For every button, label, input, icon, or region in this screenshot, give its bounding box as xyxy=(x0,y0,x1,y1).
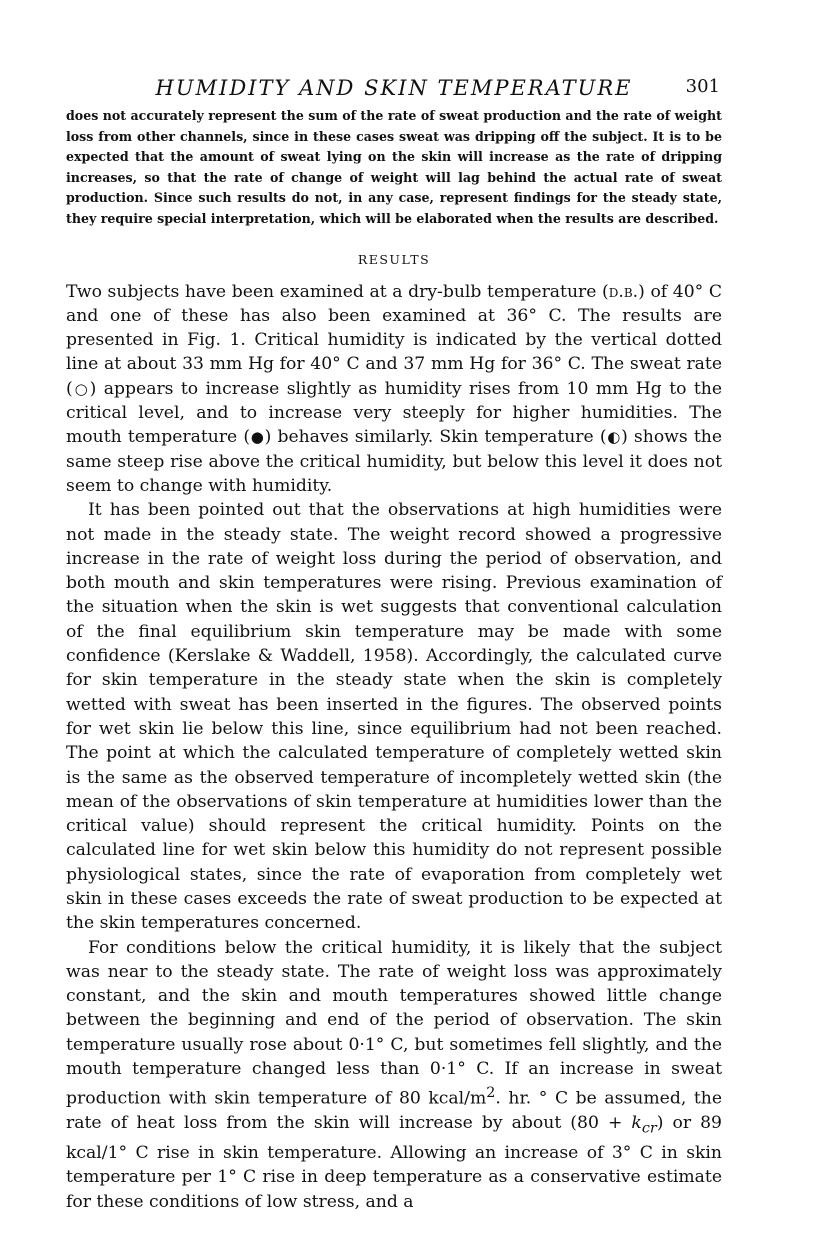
open-circle-symbol: ○ xyxy=(72,379,90,398)
running-title: HUMIDITY AND SKIN TEMPERATURE xyxy=(155,76,633,100)
p1-text-3: ) appears to increase slightly as humidity rises from 10 mm Hg to the critical level, and to increase very steeply for higher humidities. The mouth temperature ( xyxy=(66,378,722,448)
p1-text-2: ) of 40° C and one of these has also been examined at 36° C. The results are presented in Fig. 1. Critical humidity is indicated by the vertical dotted line at about 33 mm Hg for 40° C and 37 mm Hg for 36° C. The sweat rate ( xyxy=(66,281,722,399)
k-variable: k xyxy=(631,1113,642,1134)
page-header xyxy=(66,70,722,104)
results-paragraph-2: It has been pointed out that the observations at high humidities were not made in the steady state. The weight record showed a progressive increase in the rate of weight loss during the period of observation, and both mouth and skin temperatures were rising. Previous examination of the situation when the skin is wet suggests that conventional calculation of the final equilibrium skin temperature may be made with some confidence (Kerslake & Waddell, 1958). Accordingly, the calculated curve for skin temperature in the steady state when the skin is completely wetted with sweat has been inserted in the figures. The observed points for wet skin lie below this line, since equilibrium had not been reached. The point at which the calculated temperature of completely wetted skin is the same as the observed temperature of incompletely wetted skin (the mean of the observations of skin temperature at humidities lower than the critical value) should represent the critical humidity. Points on the calculated line for wet skin below this humidity do not represent possible physiological states, since the rate of evaporation from completely wet skin in these cases exceeds the rate of sweat production to be expected at the skin temperatures concerned. xyxy=(66,500,722,934)
results-paragraph-1 xyxy=(66,280,722,499)
page-number: 301 xyxy=(685,76,720,97)
page xyxy=(66,70,722,1214)
p3-text-1: For conditions below the critical humidity, it is likely that the subject was near to the steady state. The rate of weight loss was approximately constant, and the skin and mouth temperatures showed little change between the beginning and end of the period of observation. The skin temperature usually rose about 0·1° C, but sometimes fell slightly, and the mouth temperature changed less than 0·1° C. If an increase in sweat production with skin temperature of 80 kcal/m xyxy=(66,937,722,1110)
filled-circle-symbol: ● xyxy=(250,428,265,447)
p1-text-4: ) behaves similarly. Skin temperature ( xyxy=(264,427,607,448)
k-subscript: cr xyxy=(641,1120,657,1137)
p1-text-5: ) shows the same steep rise above the critical humidity, but below this level it does not seem to change with humidity. xyxy=(66,427,723,496)
p3-text-2: . hr. ° C be assumed, the rate of heat loss from the skin will increase by about (80 + xyxy=(66,1089,722,1134)
results-paragraph-3 xyxy=(66,936,722,1214)
section-heading-results: RESULTS xyxy=(357,251,431,267)
dry-bulb-abbrev: d.b. xyxy=(608,281,639,302)
p3-text-3: ) or 89 kcal/1° C rise in skin temperature. Allowing an increase of 3° C in skin temperature per 1° C rise in deep temperature as a conservative estimate for these conditions of low stress, and a xyxy=(66,1113,722,1212)
superscript-2: 2 xyxy=(486,1085,496,1102)
intro-paragraph: does not accurately represent the sum of the rate of sweat production and the rate of weight loss from other channels, since in these cases sweat was dripping off the subject. It is to be expected that the amount of sweat lying on the skin will increase as the rate of dripping increases, so that the rate of change of weight will lag behind the actual rate of sweat production. Since such results do not, in any case, represent findings for the steady state, they require special interpretation, which will be elaborated when the results are described. xyxy=(66,108,722,226)
p1-text-1: Two subjects have been examined at a dry-bulb temperature ( xyxy=(66,281,609,302)
half-filled-circle-symbol: ◐ xyxy=(606,428,622,447)
